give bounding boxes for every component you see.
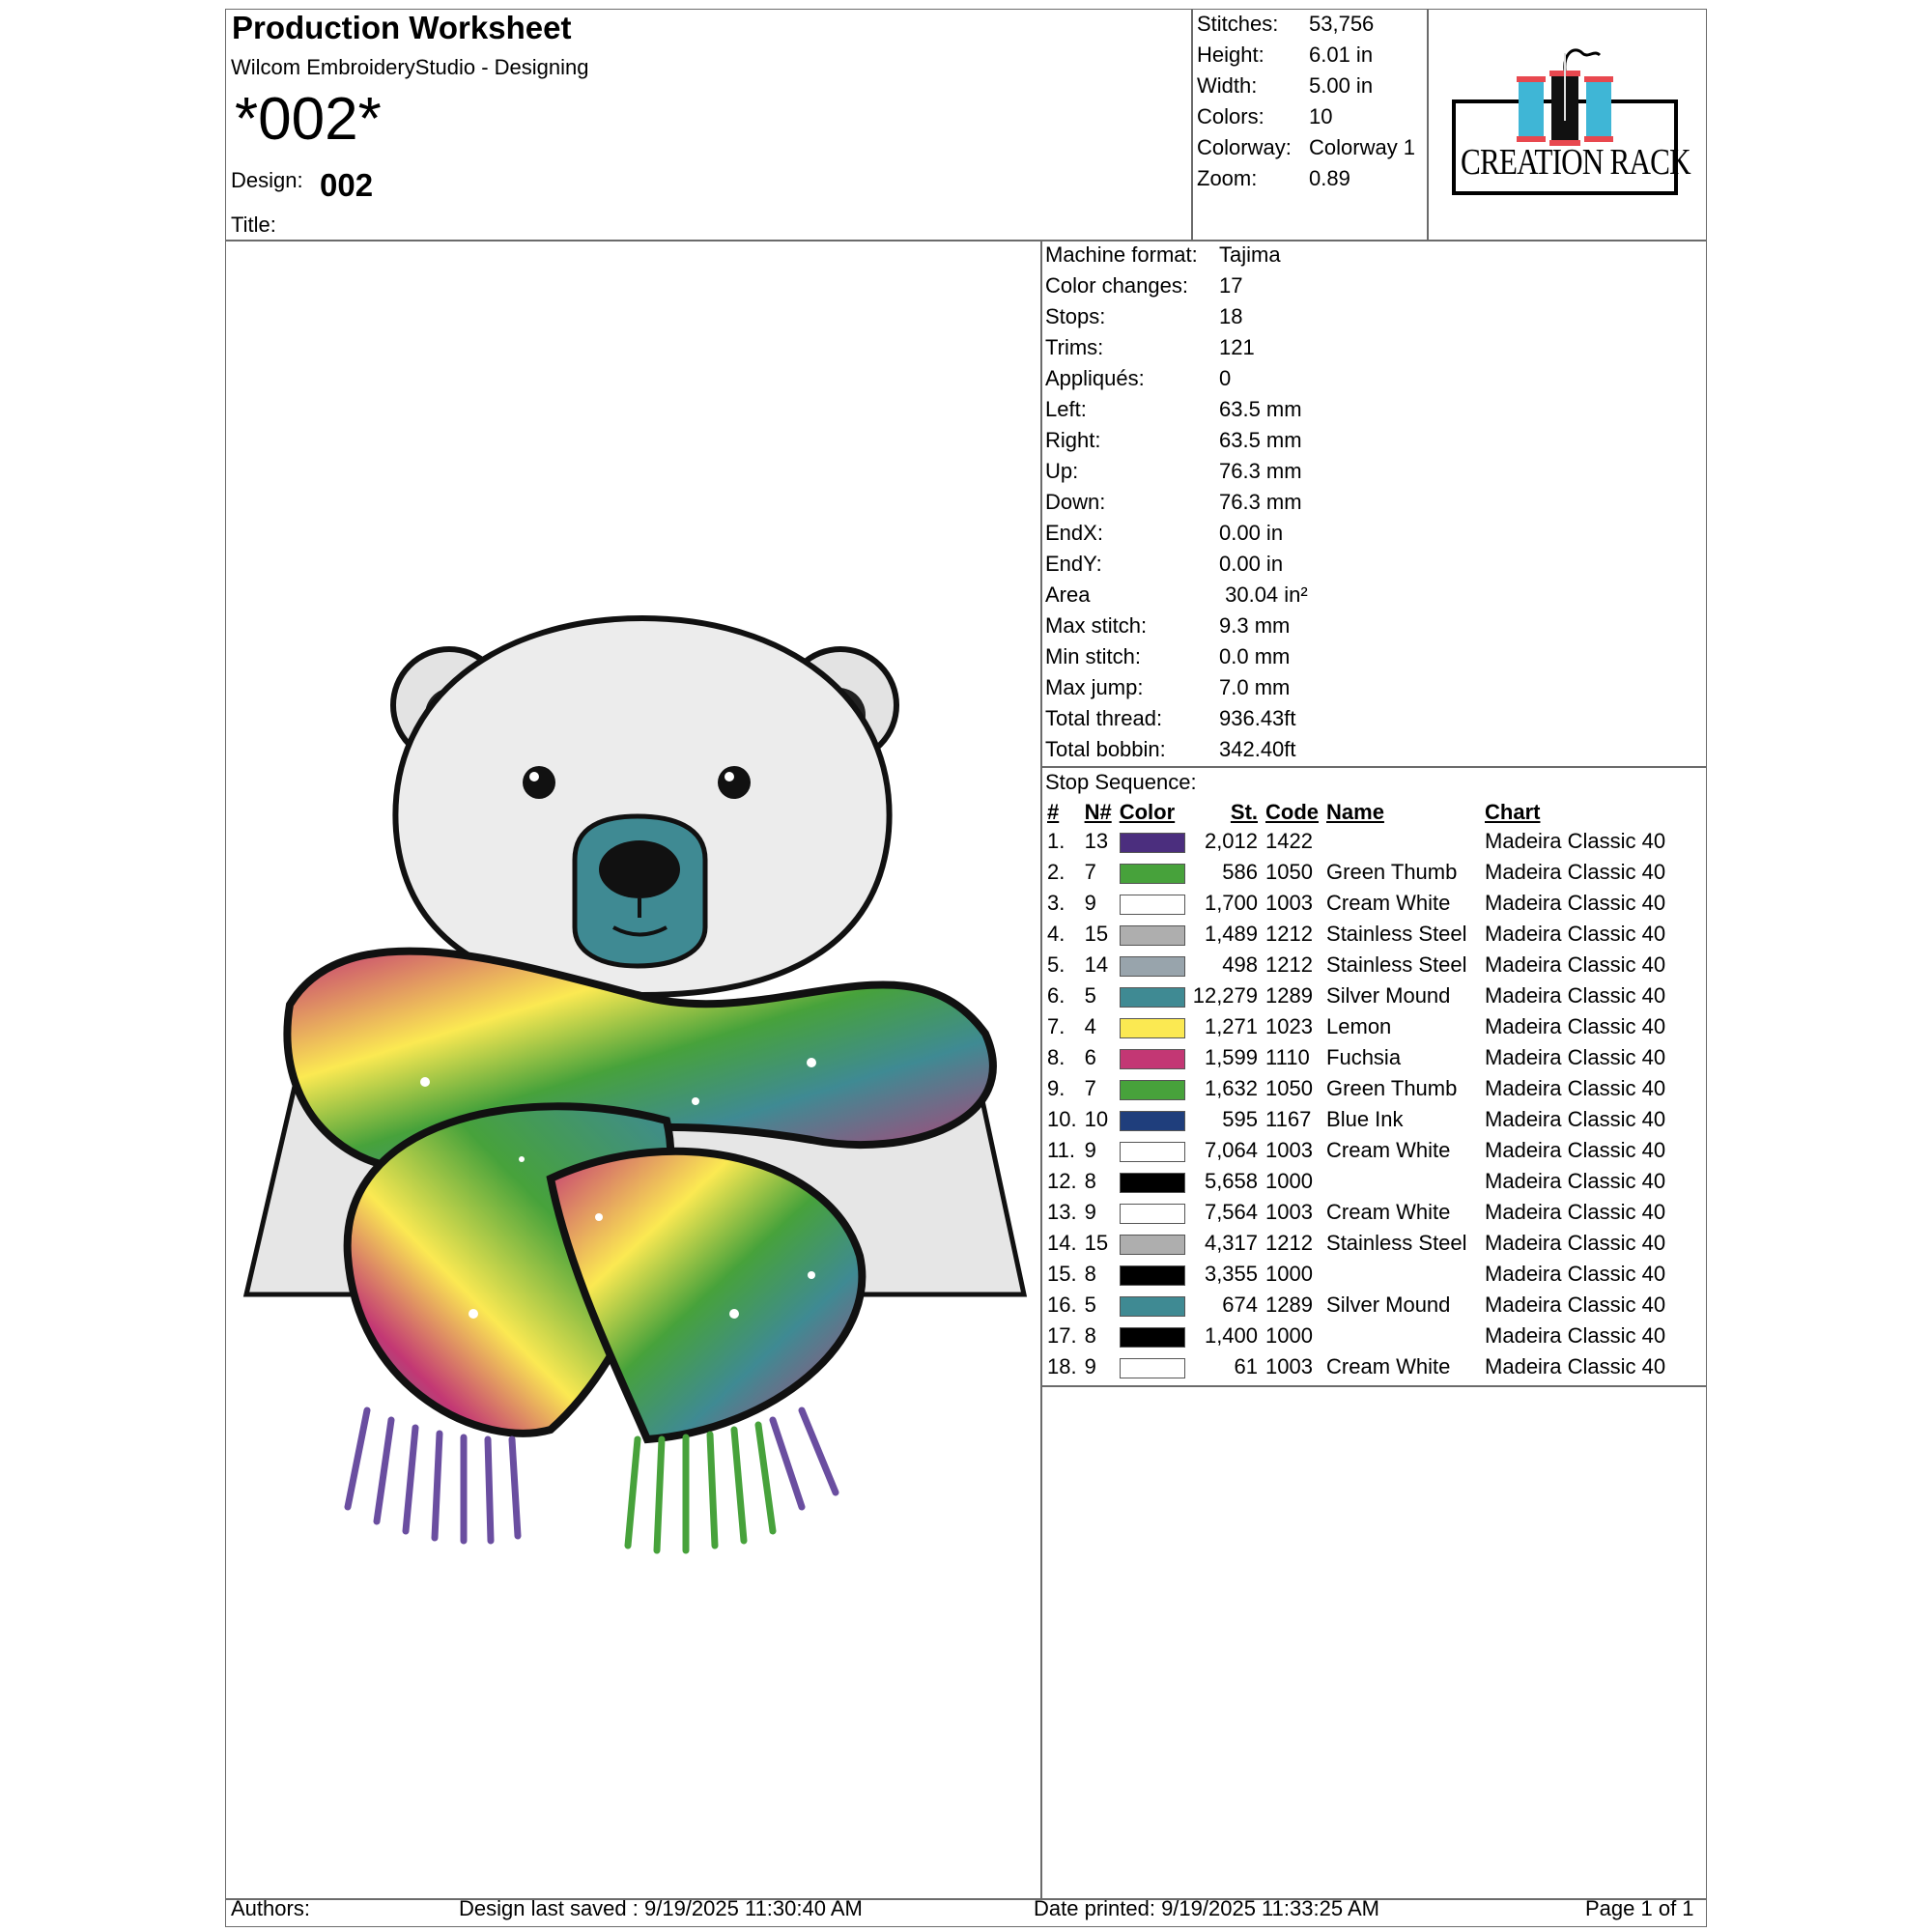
worksheet-title: Production Worksheet [232, 10, 572, 45]
color-cell [1116, 1197, 1189, 1228]
cell-nn: 9 [1084, 1200, 1096, 1224]
polar-bear-embroidery-image [232, 580, 1034, 1565]
cell-nn: 5 [1084, 983, 1096, 1008]
detail-value: 63.5 mm [1219, 397, 1302, 421]
cell-chart: Madeira Classic 40 [1485, 1231, 1666, 1255]
detail-label: Appliqués: [1045, 366, 1145, 390]
sequence-divider [1040, 1385, 1707, 1387]
cell-n: 2. [1047, 860, 1065, 884]
stat-label: Colorway: [1197, 135, 1292, 159]
color-cell [1116, 1104, 1189, 1135]
detail-label: Area [1045, 582, 1091, 607]
cell-code: 1000 [1265, 1323, 1313, 1348]
cell-n: 5. [1047, 952, 1065, 977]
cell-st: 1,489 [1204, 922, 1259, 946]
cell-name [1322, 1166, 1481, 1197]
cell-n: 13. [1047, 1200, 1077, 1224]
cell-name: Silver Mound [1326, 983, 1451, 1008]
cell-chart: Madeira Classic 40 [1485, 922, 1666, 946]
detail-value: 936.43ft [1219, 706, 1296, 730]
cell-n: 10. [1047, 1107, 1077, 1131]
cell-st: 1,271 [1204, 1014, 1259, 1038]
cell-n: 4. [1047, 922, 1065, 946]
detail-label: Down: [1045, 490, 1106, 514]
cell-chart: Madeira Classic 40 [1485, 1323, 1666, 1348]
barcode-text: *002* [235, 86, 382, 153]
cell-nn: 6 [1084, 1045, 1096, 1069]
cell-name: Blue Ink [1326, 1107, 1404, 1131]
color-cell [1116, 1011, 1189, 1042]
cell-code: 1289 [1265, 1293, 1313, 1317]
cell-chart: Madeira Classic 40 [1485, 1354, 1666, 1378]
color-swatch [1120, 956, 1185, 977]
cell-code: 1167 [1265, 1107, 1312, 1131]
cell-name: Cream White [1326, 1200, 1451, 1224]
detail-label: Max jump: [1045, 675, 1144, 699]
color-swatch [1120, 1049, 1185, 1069]
cell-st: 4,317 [1204, 1231, 1259, 1255]
color-swatch [1120, 1080, 1185, 1100]
stop-sequence-label: Stop Sequence: [1045, 770, 1197, 794]
authors-label: Authors: [231, 1896, 310, 1920]
stat-label: Colors: [1197, 104, 1264, 128]
color-cell [1116, 1166, 1189, 1197]
cell-n: 3. [1047, 891, 1065, 915]
stat-value: 10 [1309, 104, 1333, 128]
detail-label: EndY: [1045, 552, 1102, 576]
table-row [1043, 980, 1669, 1011]
detail-value: 63.5 mm [1219, 428, 1302, 452]
stat-value: 5.00 in [1309, 73, 1374, 98]
detail-label: EndX: [1045, 521, 1103, 545]
cell-n: 12. [1047, 1169, 1077, 1193]
cell-name: Lemon [1326, 1014, 1392, 1038]
cell-code: 1003 [1265, 1138, 1313, 1162]
cell-st: 3,355 [1204, 1262, 1259, 1286]
detail-value: Tajima [1219, 242, 1281, 267]
cell-st: 1,400 [1204, 1323, 1259, 1348]
color-cell [1116, 1073, 1189, 1104]
cell-st: 498 [1222, 952, 1259, 977]
cell-chart: Madeira Classic 40 [1485, 1138, 1666, 1162]
color-cell [1116, 1228, 1189, 1259]
cell-nn: 10 [1084, 1107, 1109, 1131]
preview-divider [1040, 240, 1042, 1898]
cell-chart: Madeira Classic 40 [1485, 1014, 1666, 1038]
table-row [1043, 1197, 1669, 1228]
column-header: # [1047, 800, 1060, 824]
detail-value: 76.3 mm [1219, 459, 1302, 483]
column-header: St. [1230, 800, 1259, 824]
software-name: Wilcom EmbroideryStudio - Designing [231, 55, 589, 79]
stat-value: 0.89 [1309, 166, 1350, 190]
cell-code: 1003 [1265, 891, 1313, 915]
column-header: Code [1265, 800, 1320, 824]
detail-value: 0.00 in [1219, 521, 1284, 545]
cell-nn: 8 [1084, 1169, 1096, 1193]
color-swatch [1120, 1173, 1185, 1193]
cell-code: 1422 [1265, 829, 1313, 853]
cell-code: 1289 [1265, 983, 1313, 1008]
cell-st: 7,564 [1204, 1200, 1259, 1224]
last-saved: Design last saved : 9/19/2025 11:30:40 AM [459, 1896, 863, 1920]
table-row [1043, 1290, 1669, 1321]
cell-nn: 4 [1084, 1014, 1096, 1038]
color-cell [1116, 1259, 1189, 1290]
cell-name: Green Thumb [1326, 1076, 1458, 1100]
cell-code: 1050 [1265, 1076, 1313, 1100]
column-header: N# [1084, 800, 1112, 824]
color-cell [1116, 950, 1189, 980]
stats-left-divider [1191, 9, 1193, 241]
cell-nn: 14 [1084, 952, 1109, 977]
cell-name: Stainless Steel [1326, 922, 1467, 946]
detail-value: 0 [1219, 366, 1232, 390]
cell-name [1322, 826, 1481, 857]
cell-st: 12,279 [1192, 983, 1259, 1008]
cell-st: 61 [1234, 1354, 1259, 1378]
cell-nn: 8 [1084, 1262, 1096, 1286]
detail-label: Up: [1045, 459, 1079, 483]
column-header: Chart [1485, 800, 1541, 824]
color-swatch [1120, 895, 1185, 915]
color-swatch [1120, 1327, 1185, 1348]
cell-chart: Madeira Classic 40 [1485, 983, 1666, 1008]
cell-name: Stainless Steel [1326, 1231, 1467, 1255]
cell-chart: Madeira Classic 40 [1485, 1045, 1666, 1069]
cell-chart: Madeira Classic 40 [1485, 1107, 1666, 1131]
color-cell [1116, 1042, 1189, 1073]
stat-label: Zoom: [1197, 166, 1258, 190]
detail-value: 121 [1219, 335, 1255, 359]
table-row [1043, 826, 1669, 857]
cell-name: Green Thumb [1326, 860, 1458, 884]
detail-label: Min stitch: [1045, 644, 1142, 668]
color-swatch [1120, 1111, 1185, 1131]
creation-rack-logo [1449, 43, 1690, 198]
cell-chart: Madeira Classic 40 [1485, 1076, 1666, 1100]
cell-n: 16. [1047, 1293, 1077, 1317]
cell-st: 586 [1222, 860, 1259, 884]
column-header: Color [1119, 800, 1176, 824]
table-row [1043, 1011, 1669, 1042]
color-cell [1116, 1135, 1189, 1166]
cell-chart: Madeira Classic 40 [1485, 891, 1666, 915]
cell-chart: Madeira Classic 40 [1485, 860, 1666, 884]
cell-st: 595 [1222, 1107, 1259, 1131]
table-row [1043, 919, 1669, 950]
cell-name: Cream White [1326, 1354, 1451, 1378]
color-cell [1116, 919, 1189, 950]
cell-n: 18. [1047, 1354, 1077, 1378]
color-swatch [1120, 925, 1185, 946]
detail-value: 30.04 in² [1219, 582, 1308, 607]
cell-n: 15. [1047, 1262, 1077, 1286]
cell-nn: 9 [1084, 891, 1096, 915]
detail-label: Left: [1045, 397, 1087, 421]
cell-code: 1110 [1265, 1045, 1310, 1069]
stat-label: Width: [1197, 73, 1258, 98]
cell-name: Fuchsia [1326, 1045, 1402, 1069]
table-header-row [1043, 799, 1669, 826]
table-row [1043, 1135, 1669, 1166]
table-row [1043, 888, 1669, 919]
color-cell [1116, 1351, 1189, 1382]
color-swatch [1120, 1142, 1185, 1162]
cell-nn: 7 [1084, 1076, 1096, 1100]
cell-st: 1,632 [1204, 1076, 1259, 1100]
cell-n: 7. [1047, 1014, 1065, 1038]
cell-n: 8. [1047, 1045, 1065, 1069]
cell-code: 1000 [1265, 1169, 1313, 1193]
color-cell [1116, 857, 1189, 888]
table-row [1043, 1166, 1669, 1197]
cell-n: 17. [1047, 1323, 1077, 1348]
column-header: Name [1326, 800, 1384, 824]
page-number: Page 1 of 1 [1585, 1896, 1694, 1920]
cell-st: 5,658 [1204, 1169, 1259, 1193]
detail-value: 342.40ft [1219, 737, 1296, 761]
design-label: Design: [231, 168, 303, 192]
detail-value: 17 [1219, 273, 1243, 298]
cell-st: 674 [1222, 1293, 1259, 1317]
table-row [1043, 857, 1669, 888]
detail-label: Stops: [1045, 304, 1106, 328]
cell-chart: Madeira Classic 40 [1485, 1262, 1666, 1286]
detail-value: 9.3 mm [1219, 613, 1291, 638]
detail-label: Trims: [1045, 335, 1104, 359]
cell-nn: 5 [1084, 1293, 1096, 1317]
table-row [1043, 1228, 1669, 1259]
detail-value: 0.00 in [1219, 552, 1284, 576]
cell-code: 1212 [1265, 1231, 1313, 1255]
logo-text: CREATION RACK [1461, 142, 1690, 183]
cell-n: 9. [1047, 1076, 1065, 1100]
color-swatch [1120, 1235, 1185, 1255]
cell-chart: Madeira Classic 40 [1485, 1200, 1666, 1224]
footer-divider [225, 1898, 1707, 1900]
table-row [1043, 1351, 1669, 1382]
table-row [1043, 1321, 1669, 1351]
color-swatch [1120, 1265, 1185, 1286]
cell-n: 11. [1047, 1138, 1075, 1162]
cell-n: 6. [1047, 983, 1065, 1008]
cell-code: 1023 [1265, 1014, 1313, 1038]
cell-name: Cream White [1326, 891, 1451, 915]
cell-code: 1003 [1265, 1200, 1313, 1224]
color-cell [1116, 1290, 1189, 1321]
stat-label: Stitches: [1197, 12, 1279, 36]
table-row [1043, 1042, 1669, 1073]
cell-st: 1,599 [1204, 1045, 1259, 1069]
color-swatch [1120, 833, 1185, 853]
cell-nn: 15 [1084, 1231, 1109, 1255]
cell-chart: Madeira Classic 40 [1485, 952, 1666, 977]
color-cell [1116, 888, 1189, 919]
detail-value: 0.0 mm [1219, 644, 1291, 668]
cell-st: 1,700 [1204, 891, 1259, 915]
detail-value: 18 [1219, 304, 1243, 328]
stop-sequence-table [1043, 799, 1669, 1382]
details-divider [1040, 766, 1707, 768]
stat-value: 6.01 in [1309, 43, 1374, 67]
cell-st: 2,012 [1204, 829, 1259, 853]
design-preview [232, 580, 1034, 1565]
detail-label: Total bobbin: [1045, 737, 1166, 761]
design-value: 002 [320, 167, 374, 203]
cell-code: 1212 [1265, 922, 1313, 946]
color-swatch [1120, 1204, 1185, 1224]
cell-nn: 8 [1084, 1323, 1096, 1348]
title-label: Title: [231, 213, 276, 237]
detail-label: Color changes: [1045, 273, 1188, 298]
cell-nn: 13 [1084, 829, 1109, 853]
color-swatch [1120, 1296, 1185, 1317]
detail-value: 7.0 mm [1219, 675, 1291, 699]
cell-nn: 15 [1084, 922, 1109, 946]
detail-label: Total thread: [1045, 706, 1163, 730]
cell-nn: 9 [1084, 1354, 1096, 1378]
cell-name [1322, 1321, 1481, 1351]
cell-name: Cream White [1326, 1138, 1451, 1162]
cell-nn: 7 [1084, 860, 1096, 884]
cell-n: 1. [1047, 829, 1065, 853]
color-cell [1116, 1321, 1189, 1351]
header-divider [225, 240, 1707, 242]
cell-chart: Madeira Classic 40 [1485, 829, 1666, 853]
cell-name: Stainless Steel [1326, 952, 1467, 977]
table-row [1043, 1073, 1669, 1104]
stat-label: Height: [1197, 43, 1264, 67]
table-row [1043, 1104, 1669, 1135]
cell-name [1322, 1259, 1481, 1290]
cell-nn: 9 [1084, 1138, 1096, 1162]
cell-code: 1000 [1265, 1262, 1313, 1286]
color-swatch [1120, 987, 1185, 1008]
color-swatch [1120, 1018, 1185, 1038]
color-swatch [1120, 1358, 1185, 1378]
cell-chart: Madeira Classic 40 [1485, 1293, 1666, 1317]
detail-label: Max stitch: [1045, 613, 1148, 638]
color-cell [1116, 980, 1189, 1011]
cell-chart: Madeira Classic 40 [1485, 1169, 1666, 1193]
detail-value: 76.3 mm [1219, 490, 1302, 514]
cell-n: 14. [1047, 1231, 1077, 1255]
cell-name: Silver Mound [1326, 1293, 1451, 1317]
cell-code: 1212 [1265, 952, 1313, 977]
cell-st: 7,064 [1204, 1138, 1259, 1162]
detail-label: Right: [1045, 428, 1101, 452]
color-swatch [1120, 864, 1185, 884]
date-printed: Date printed: 9/19/2025 11:33:25 AM [1034, 1896, 1379, 1920]
table-row [1043, 1259, 1669, 1290]
cell-code: 1003 [1265, 1354, 1313, 1378]
logo-left-divider [1427, 9, 1429, 241]
detail-label: Machine format: [1045, 242, 1198, 267]
cell-code: 1050 [1265, 860, 1313, 884]
stat-value: Colorway 1 [1309, 135, 1416, 159]
table-row [1043, 950, 1669, 980]
color-cell [1116, 826, 1189, 857]
stat-value: 53,756 [1309, 12, 1375, 36]
